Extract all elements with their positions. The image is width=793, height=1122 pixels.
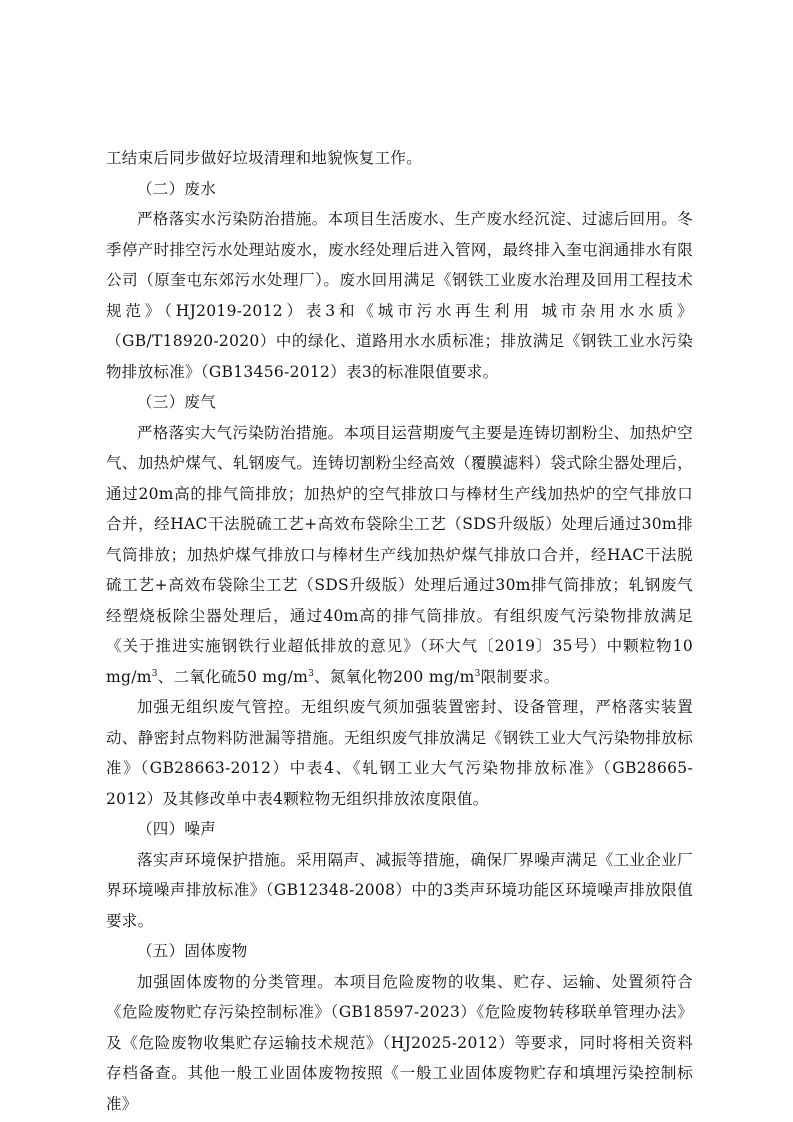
paragraph-exhaust-gas-unorganized: 加强无组织废气管控。无组织废气须加强装置密封、设备管理，严格落实装置动、静密封点物料防泄漏等措施。无组织废气排放满足《钢铁工业大气污染物排放标准》（GB28663-2012）中表4、《轧钢工业大气污染物排放标准》（GB28665-2012）及其修改单中表4颗粒物无组织排放浓度限值。 bbox=[106, 698, 693, 808]
exhaust-text-a: 严格落实大气污染防治措施。本项目运营期废气主要是连铸切割粉尘、加热炉空气、加热炉煤气、轧钢废气。连铸切割粉尘经高效（覆膜滤料）袋式除尘器处理后，通过20m高的排气筒排放；加热炉的空气排放口与棒材生产线加热炉的空气排放口合并，经HAC干法脱硫工艺+高效布袋除尘工艺（SDS升级版）处理后通过30m排气筒排放；加热炉煤气排放口与棒材生产线加热炉煤气排放口合并，经HAC干法脱硫工艺+高效布袋除尘工艺（SDS升级版）处理后通过30m排气筒排放；轧钢废气经塑烧板除尘器处理后，通过40m高的排气筒排放。有组织废气污染物排放满足《关于推进实施钢铁行业超低排放的意见》（环大气〔2019〕35号）中颗粒物10 mg/m bbox=[106, 423, 693, 686]
body-text bbox=[106, 143, 693, 1119]
paragraph-exhaust-gas-organized bbox=[106, 418, 693, 693]
paragraph-solid-waste: 加强固体废物的分类管理。本项目危险废物的收集、贮存、运输、处置须符合《危险废物贮存污染控制标准》（GB18597-2023）《危险废物转移联单管理办法》及《危险废物收集贮存运输技术规范》（HJ2025-2012）等要求，同时将相关资料存档备查。其他一般工业固体废物按照《一般工业固体废物贮存和填埋污染控制标准》 bbox=[106, 972, 693, 1113]
exhaust-text-c: 、氮氧化物200 mg/m bbox=[314, 667, 475, 686]
heading-exhaust-gas: （三）废气 bbox=[137, 393, 217, 411]
superscript-cubic-1: 3 bbox=[151, 668, 158, 679]
superscript-cubic-2: 3 bbox=[308, 668, 315, 679]
heading-wastewater: （二）废水 bbox=[137, 179, 217, 198]
paragraph-wastewater: 严格落实水污染防治措施。本项目生活废水、生产废水经沉淀、过滤后回用。冬季停产时排空污水处理站废水，废水经处理后进入管网，最终排入奎屯润通排水有限公司（原奎屯东郊污水处理厂）。废水回用满足《钢铁工业废水治理及回用工程技术规范》（HJ2019-2012）表3和《城市污水再生利用 城市杂用水水质》（GB/T18920-2020）中的绿化、道路用水水质标准；排放满足《钢铁工业水污染物排放标准》（GB13456-2012）表3的标准限值要求。 bbox=[106, 210, 693, 381]
exhaust-text-d: 限制要求。 bbox=[480, 667, 560, 686]
superscript-cubic-3: 3 bbox=[474, 668, 481, 679]
paragraph-noise: 落实声环境保护措施。采用隔声、减振等措施，确保厂界噪声满足《工业企业厂界环境噪声排放标准》（GB12348-2008）中的3类声环境功能区环境噪声排放限值要求。 bbox=[106, 850, 693, 930]
heading-noise: （四）噪声 bbox=[137, 820, 217, 838]
exhaust-text-b: 、二氧化硫50 mg/m bbox=[157, 667, 309, 686]
heading-solid-waste: （五）固体废物 bbox=[137, 942, 248, 960]
paragraph-construction-end: 工结束后同步做好垃圾清理和地貌恢复工作。 bbox=[106, 149, 423, 167]
